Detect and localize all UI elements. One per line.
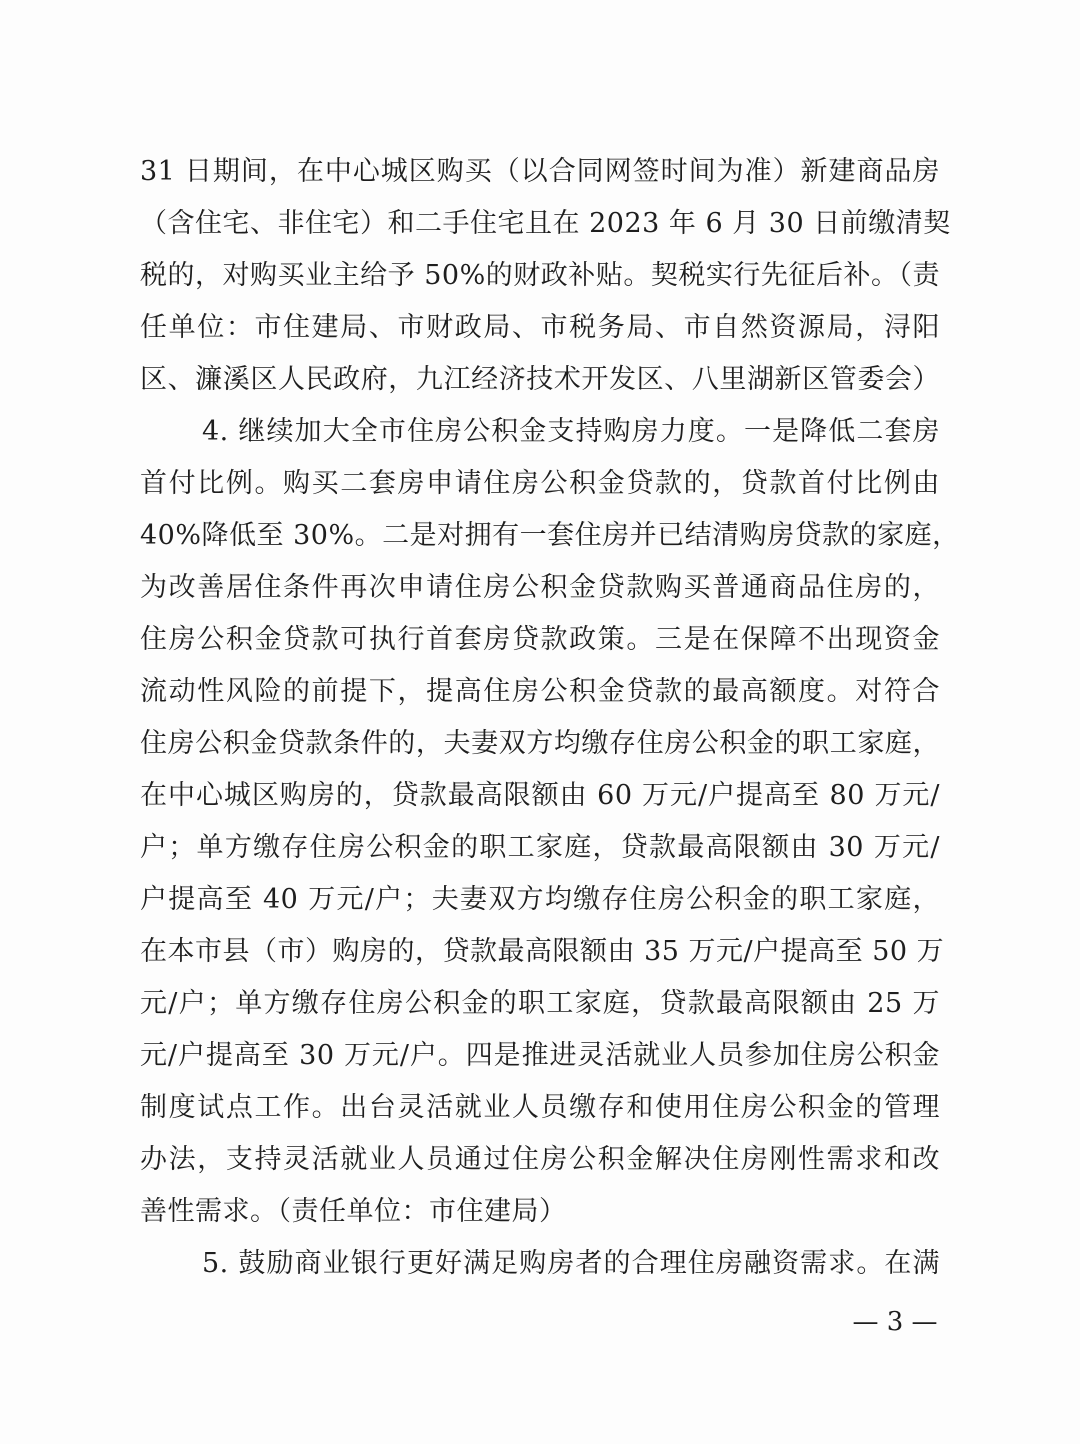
body-text (140, 146, 960, 1290)
section-5-heading-line: 5. 鼓励商业银行更好满足购房者的合理住房融资需求。在满 (202, 1248, 940, 1279)
text-line-5: 区、濂溪区人民政府，九江经济技术开发区、八里湖新区管委会） (140, 364, 940, 395)
section-4-heading-line: 4. 继续加大全市住房公积金支持购房力度。一是降低二套房 (202, 416, 940, 447)
text-line-2: （含住宅、非住宅）和二手住宅且在 2023 年 6 月 30 日前缴清契 (140, 208, 951, 239)
text-line-20: 办法，支持灵活就业人员通过住房公积金解决住房刚性需求和改 (140, 1144, 940, 1175)
text-line-8: 40%降低至 30%。二是对拥有一套住房并已结清购房贷款的家庭， (140, 520, 960, 551)
text-line-10: 住房公积金贷款可执行首套房贷款政策。三是在保障不出现资金 (140, 624, 940, 655)
text-line-19: 制度试点工作。出台灵活就业人员缴存和使用住房公积金的管理 (140, 1092, 940, 1123)
page-number: — 3 — (852, 1307, 938, 1337)
text-line-17: 元/户；单方缴存住房公积金的职工家庭，贷款最高限额由 25 万 (140, 988, 940, 1019)
text-line-21: 善性需求。（责任单位：市住建局） (140, 1196, 567, 1227)
text-line-18: 元/户提高至 30 万元/户。四是推进灵活就业人员参加住房公积金 (140, 1040, 940, 1071)
text-line-11: 流动性风险的前提下，提高住房公积金贷款的最高额度。对符合 (140, 676, 940, 707)
text-line-13: 在中心城区购房的，贷款最高限额由 60 万元/户提高至 80 万元/ (140, 780, 940, 811)
text-line-12: 住房公积金贷款条件的，夫妻双方均缴存住房公积金的职工家庭， (140, 728, 940, 759)
text-line-1: 31 日期间，在中心城区购买（以合同网签时间为准）新建商品房 (140, 156, 940, 187)
text-line-16: 在本市县（市）购房的，贷款最高限额由 35 万元/户提高至 50 万 (140, 936, 945, 967)
text-line-15: 户提高至 40 万元/户；夫妻双方均缴存住房公积金的职工家庭， (140, 884, 940, 915)
text-line-9: 为改善居住条件再次申请住房公积金贷款购买普通商品住房的， (140, 572, 940, 603)
text-line-4: 任单位：市住建局、市财政局、市税务局、市自然资源局，浔阳 (140, 312, 940, 343)
text-line-7: 首付比例。购买二套房申请住房公积金贷款的，贷款首付比例由 (140, 468, 940, 499)
text-line-14: 户；单方缴存住房公积金的职工家庭，贷款最高限额由 30 万元/ (140, 832, 940, 863)
text-line-3: 税的，对购买业主给予 50%的财政补贴。契税实行先征后补。（责 (140, 260, 940, 291)
